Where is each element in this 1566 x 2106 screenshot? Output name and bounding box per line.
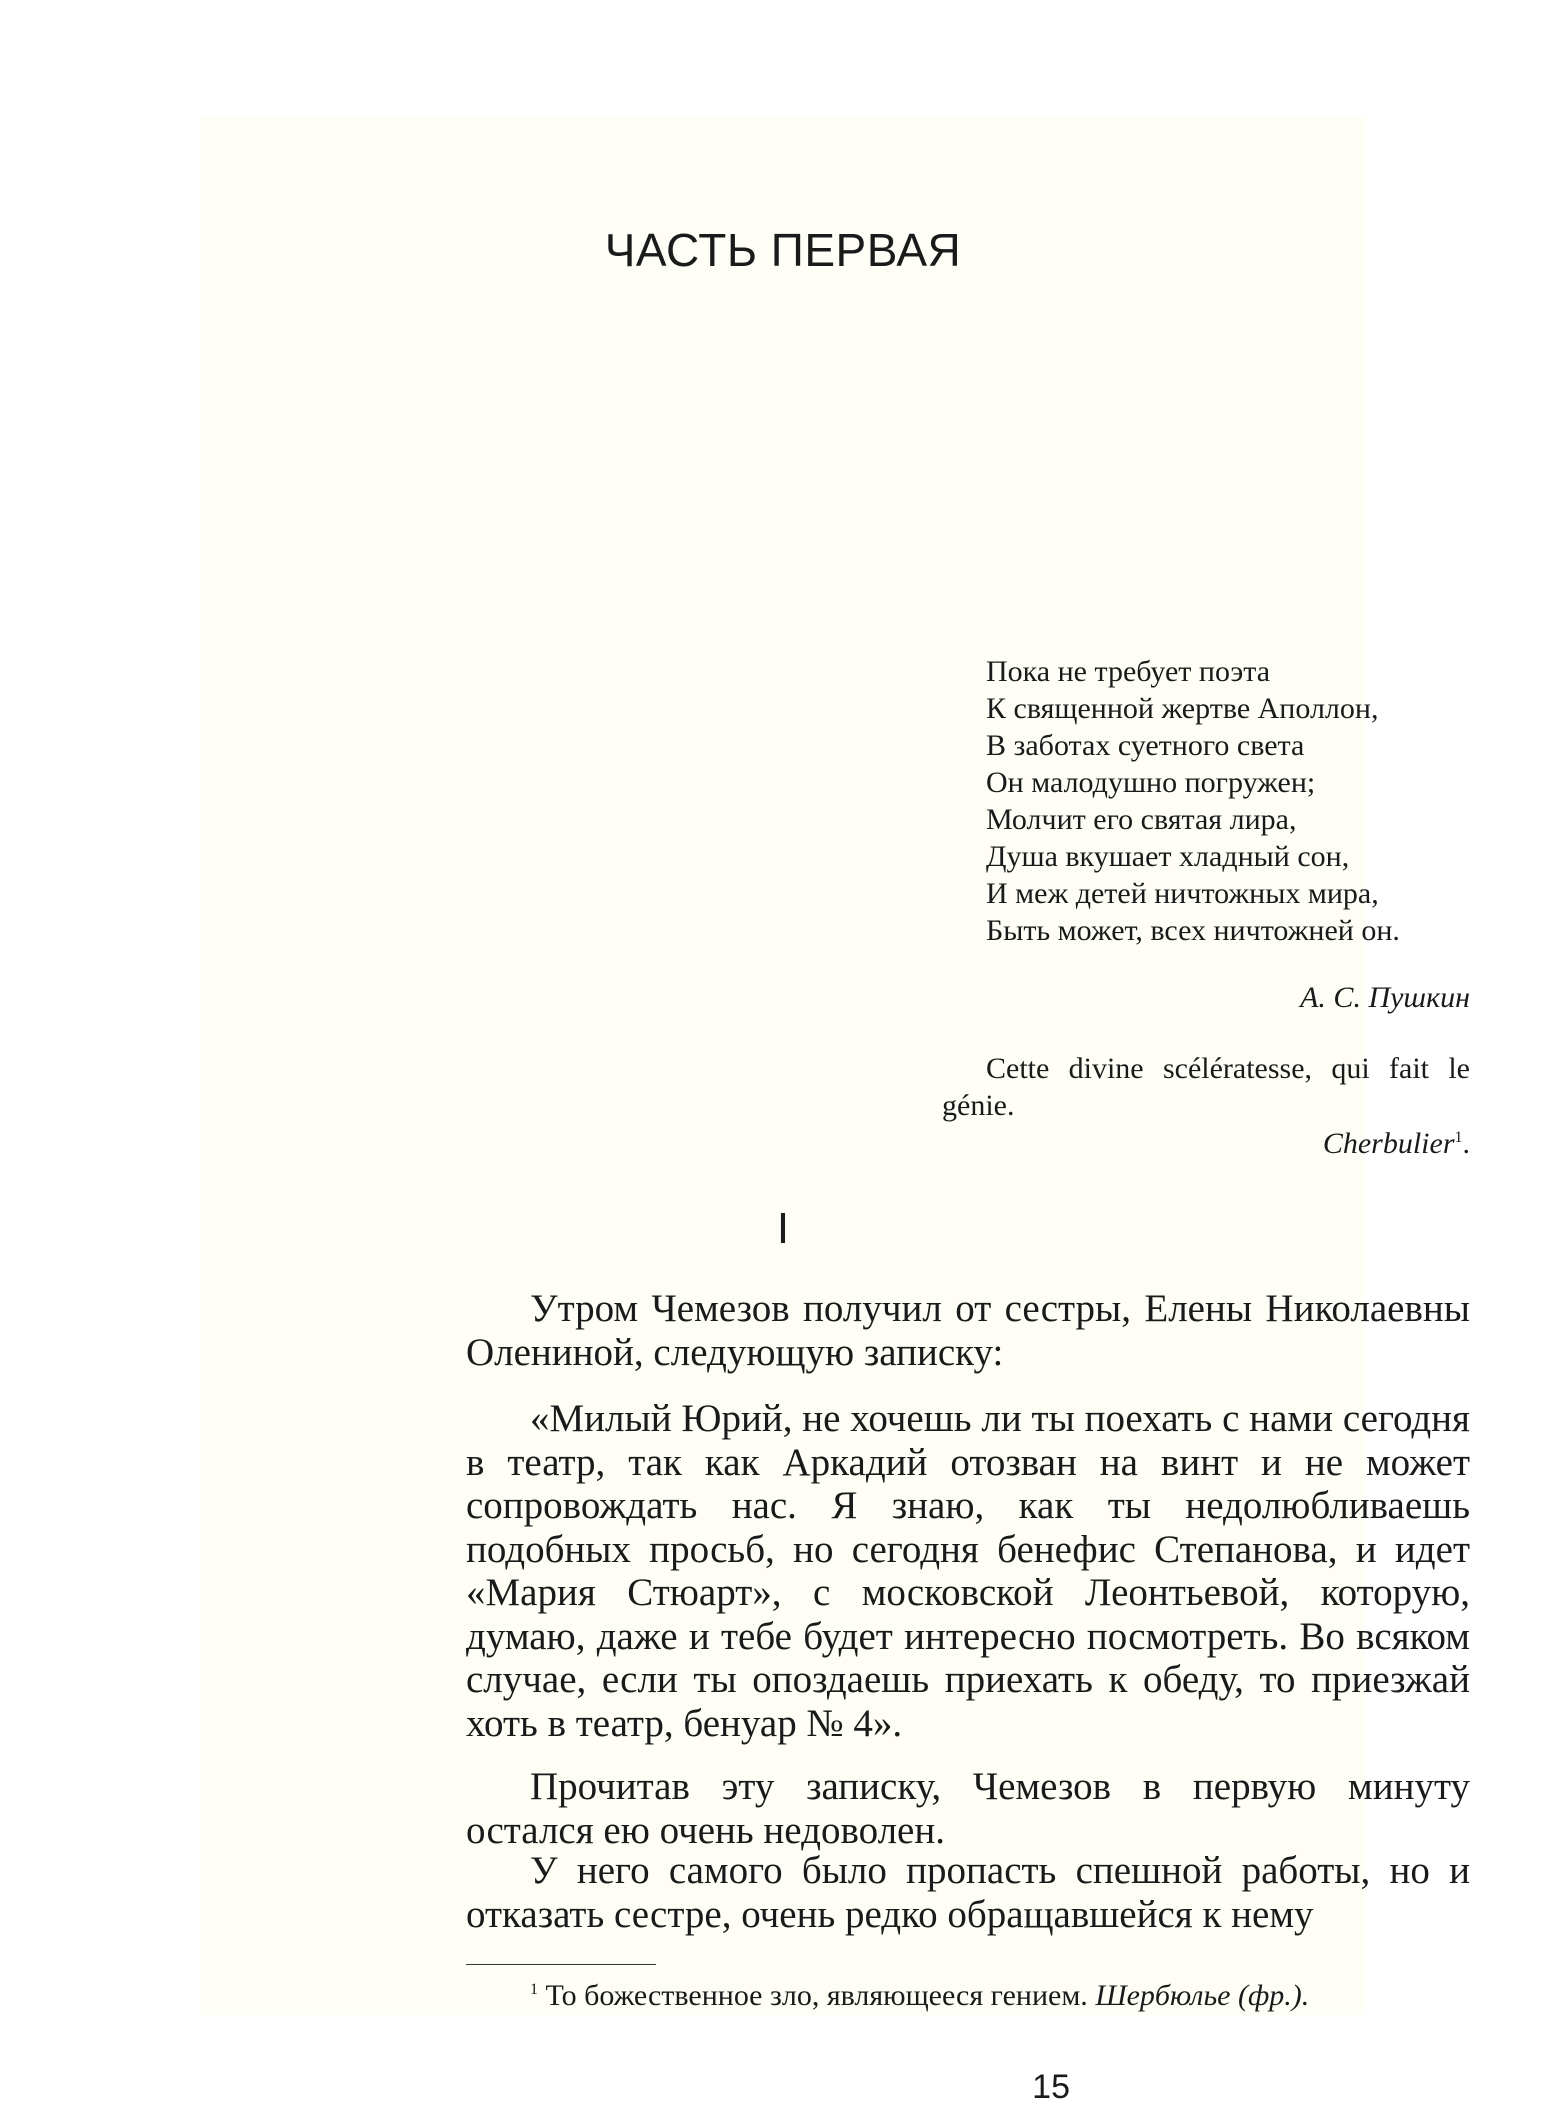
paragraph: Утром Чемезов получил от сестры, Елены Николаевны Олениной, следующую записку: xyxy=(466,1287,1470,1374)
poem-line: Душа вкушает хладный сон, xyxy=(986,840,1350,873)
poem-line: Молчит его святая лира, xyxy=(986,803,1297,836)
epigraph-quote: Cette divine scélératesse, qui fait le génie. xyxy=(942,1052,1470,1122)
epigraph-poem xyxy=(986,653,1476,949)
quote-author-period: . xyxy=(1462,1127,1470,1160)
footnote-source: Шербюлье (фр.). xyxy=(1095,1979,1310,2012)
paragraph: Прочитав эту записку, Чемезов в первую минуту остался ею очень недоволен. xyxy=(466,1765,1470,1852)
poem-line: Он малодушно погружен; xyxy=(986,766,1316,799)
poem-author: А. С. Пушкин xyxy=(1300,981,1470,1014)
quote-author-name: Cherbulier xyxy=(1322,1127,1455,1160)
poem-line: Пока не требует поэта xyxy=(986,655,1271,688)
part-title: ЧАСТЬ ПЕРВАЯ xyxy=(604,224,962,276)
quote-author xyxy=(942,1125,1470,1162)
paragraph: У него самого было пропасть спешной работы, но и отказать сестре, очень редко обращавшейся к нему xyxy=(466,1849,1470,1936)
poem-line: К священной жертве Аполлон, xyxy=(986,692,1379,725)
footnote xyxy=(466,1977,1470,2014)
chapter-number: I xyxy=(776,1204,790,1253)
page-number: 15 xyxy=(1032,2068,1070,2106)
poem-line: В заботах суетного света xyxy=(986,729,1305,762)
poem-line: Быть может, всех ничтожней он. xyxy=(986,914,1400,947)
paragraph: «Милый Юрий, не хочешь ли ты поехать с нами сегодня в театр, так как Аркадий отозван на винт и не может сопровождать нас. Я знаю, как ты недолюбливаешь подобных просьб, но сегодня бенефис Степанова, и идет «Мария Стюарт», с московской Леонтьевой, которую, думаю, даже и тебе будет интересно посмотреть. Во всяком случае, если ты опоздаешь приехать к обеду, то приезжай хоть в театр, бенуар № 4». xyxy=(466,1397,1470,1745)
book-page xyxy=(200,115,1470,2106)
footnote-divider xyxy=(466,1964,656,1965)
poem-line: И меж детей ничтожных мира, xyxy=(986,877,1379,910)
footnote-mark: 1 xyxy=(530,1981,538,1998)
footnote-reference[interactable]: 1 xyxy=(1454,1129,1463,1146)
footnote-text: То божественное зло, являющееся гением. xyxy=(545,1979,1088,2012)
